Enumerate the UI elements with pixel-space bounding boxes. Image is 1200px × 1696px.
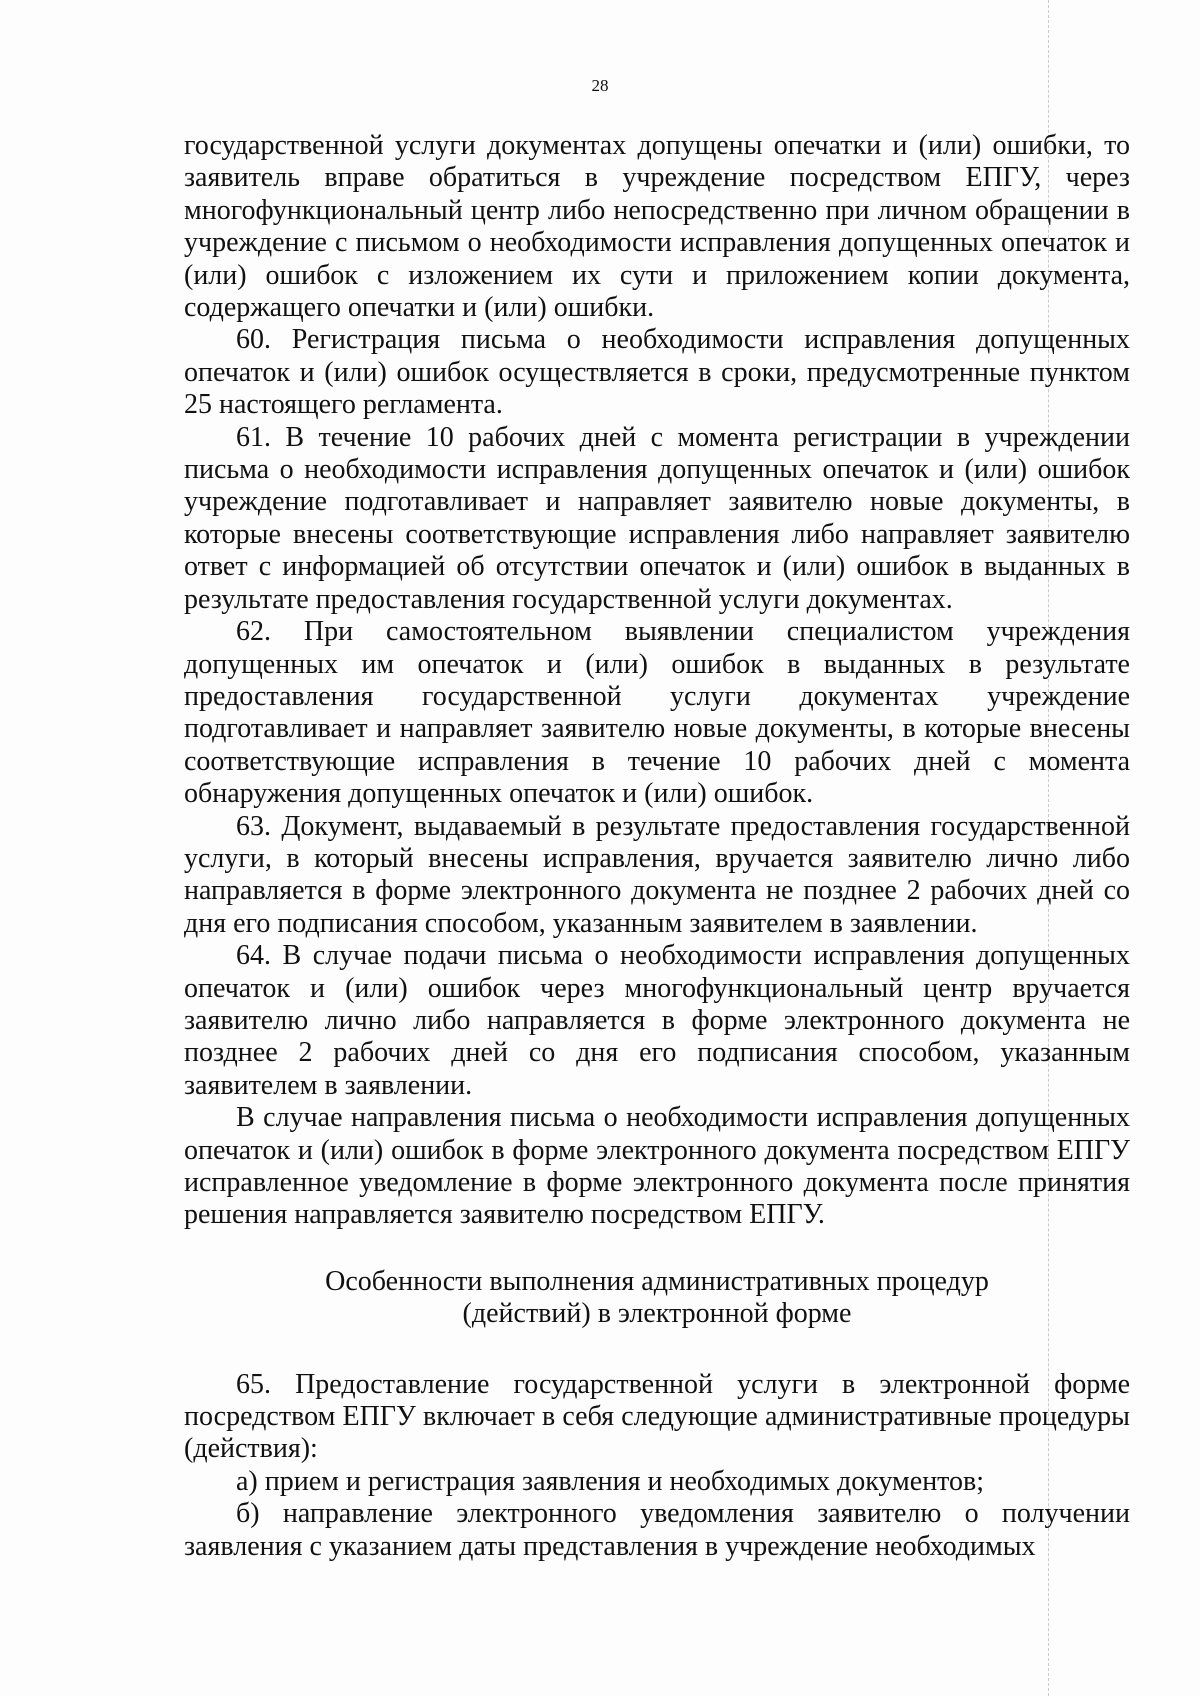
list-item-a: а) прием и регистрация заявления и необходимых документов; xyxy=(236,1465,985,1497)
paragraph-60: 60. Регистрация письма о необходимости исправления допущенных опечаток и (или) ошибок осуществляется в сроки, предусмотренные пунктом 25 настоящего регламента. xyxy=(184,324,1130,421)
paragraph-62: 62. При самостоятельном выявлении специалистом учреждения допущенных им опечаток и (или) ошибок в выданных в результате предоставления государственной услуги документах учреждение подготавливает и направляет заявителю новые документы, в которые внесены соответствующие исправления в течение 10 рабочих дней с момента обнаружения допущенных опечаток и (или) ошибок. xyxy=(184,616,1130,810)
page-number: 28 xyxy=(591,76,609,95)
paragraph-63: 63. Документ, выдаваемый в результате предоставления государственной услуги, в который внесены исправления, вручается заявителю лично либо направляется в форме электронного документа не позднее 2 рабочих дней со дня его подписания способом, указанным заявителем в заявлении. xyxy=(184,810,1130,939)
paragraph-64-continuation: В случае направления письма о необходимости исправления допущенных опечаток и (или) ошибок в форме электронного документа посредством ЕПГУ исправленное уведомление в форме электронного документа после принятия решения направляется заявителю посредством ЕПГУ. xyxy=(184,1102,1130,1231)
list-item-b: б) направление электронного уведомления заявителю о получении заявления с указанием даты представления в учреждение необходимых xyxy=(184,1498,1130,1562)
paragraph-65: 65. Предоставление государственной услуги в электронной форме посредством ЕПГУ включает в себя следующие административные процедуры (действия): xyxy=(184,1368,1130,1465)
paragraph-64: 64. В случае подачи письма о необходимости исправления допущенных опечаток и (или) ошибок через многофункциональный центр вручается заявителю лично либо направляется в форме электронного документа не позднее 2 рабочих дней со дня его подписания способом, указанным заявителем в заявлении. xyxy=(184,940,1130,1101)
section-heading-line-1: Особенности выполнения административных процедур xyxy=(325,1265,989,1297)
paragraph-continuation: государственной услуги документах допущены опечатки и (или) ошибки, то заявитель вправе обратиться в учреждение посредством ЕПГУ, через многофункциональный центр либо непосредственно при личном обращении в учреждение с письмом о необходимости исправления допущенных опечаток и (или) ошибок с изложением их сути и приложением копии документа, содержащего опечатки и (или) ошибки. xyxy=(184,130,1130,324)
section-heading xyxy=(184,1266,1130,1331)
paragraph-61: 61. В течение 10 рабочих дней с момента регистрации в учреждении письма о необходимости исправления допущенных опечаток и (или) ошибок учреждение подготавливает и направляет заявителю новые документы, в которые внесены соответствующие исправления либо направляет заявителю ответ с информацией об отсутствии опечаток и (или) ошибок в выданных в результате предоставления государственной услуги документах. xyxy=(184,421,1130,615)
document-body xyxy=(184,130,1130,1563)
section-heading-line-2: (действий) в электронной форме xyxy=(462,1298,852,1330)
